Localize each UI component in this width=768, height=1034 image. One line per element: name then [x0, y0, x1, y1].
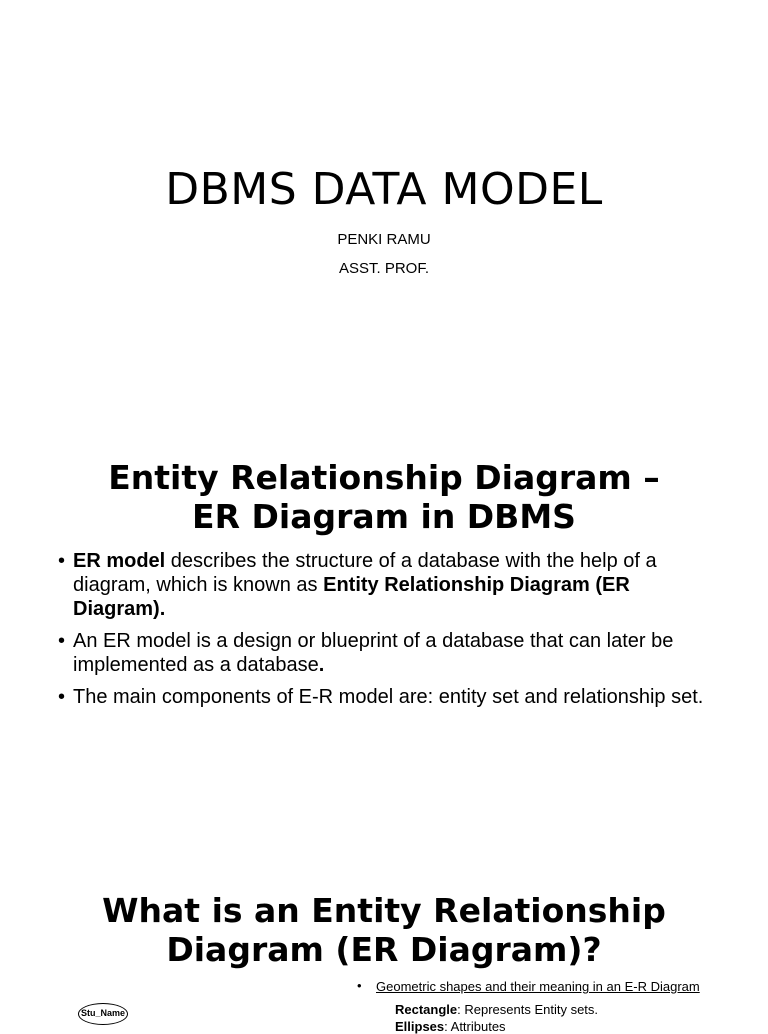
ellipse-desc: : Attributes [444, 1019, 506, 1034]
bullet-text: An ER model is a design or blueprint of a database that can later be implemented as a database [73, 630, 674, 676]
slide-title-line-1: Entity Relationship Diagram – [108, 458, 660, 497]
rectangle-definition [395, 1002, 598, 1017]
er-diagram-slide [0, 432, 768, 864]
attribute-ellipse: Stu_Name [78, 1003, 128, 1025]
bullet-dot: • [58, 630, 66, 652]
shapes-heading: Geometric shapes and their meaning in an E-R Diagram [376, 979, 700, 994]
slide-title [0, 458, 768, 536]
ellipse-term: Ellipses [395, 1019, 445, 1034]
bold-term: ER model [73, 550, 166, 572]
slide-title [0, 891, 768, 969]
presentation-title: DBMS DATA MODEL [165, 164, 603, 215]
bullet-item [58, 685, 708, 709]
bullet-period: . [318, 654, 325, 676]
slide-title-line-2: ER Diagram in DBMS [192, 497, 576, 536]
bullet-text: The main components of E-R model are: entity set and relationship set. [73, 686, 704, 708]
bullet-list [58, 549, 708, 717]
author-name: PENKI RAMU [337, 231, 431, 248]
ellipse-definition [395, 1019, 506, 1034]
slide-title-line-1: What is an Entity Relationship [102, 891, 666, 930]
er-definition-slide [0, 864, 768, 1034]
rectangle-desc: : Represents Entity sets. [457, 1002, 599, 1017]
bullet-dot: • [357, 978, 362, 993]
title-slide [0, 0, 768, 432]
bullet-text: describes the structure of a database with the help of a diagram, which is known as [73, 550, 657, 596]
slide-title-line-2: Diagram (ER Diagram)? [166, 930, 602, 969]
bullet-dot: • [58, 550, 66, 572]
bullet-text: . [159, 598, 166, 620]
rectangle-term: Rectangle [395, 1002, 458, 1017]
bullet-item [58, 549, 708, 621]
bullet-dot: • [58, 686, 66, 708]
author-role: ASST. PROF. [338, 260, 430, 277]
bullet-item [58, 629, 708, 677]
bold-term: Entity Relationship Diagram (ER Diagram) [73, 574, 630, 620]
